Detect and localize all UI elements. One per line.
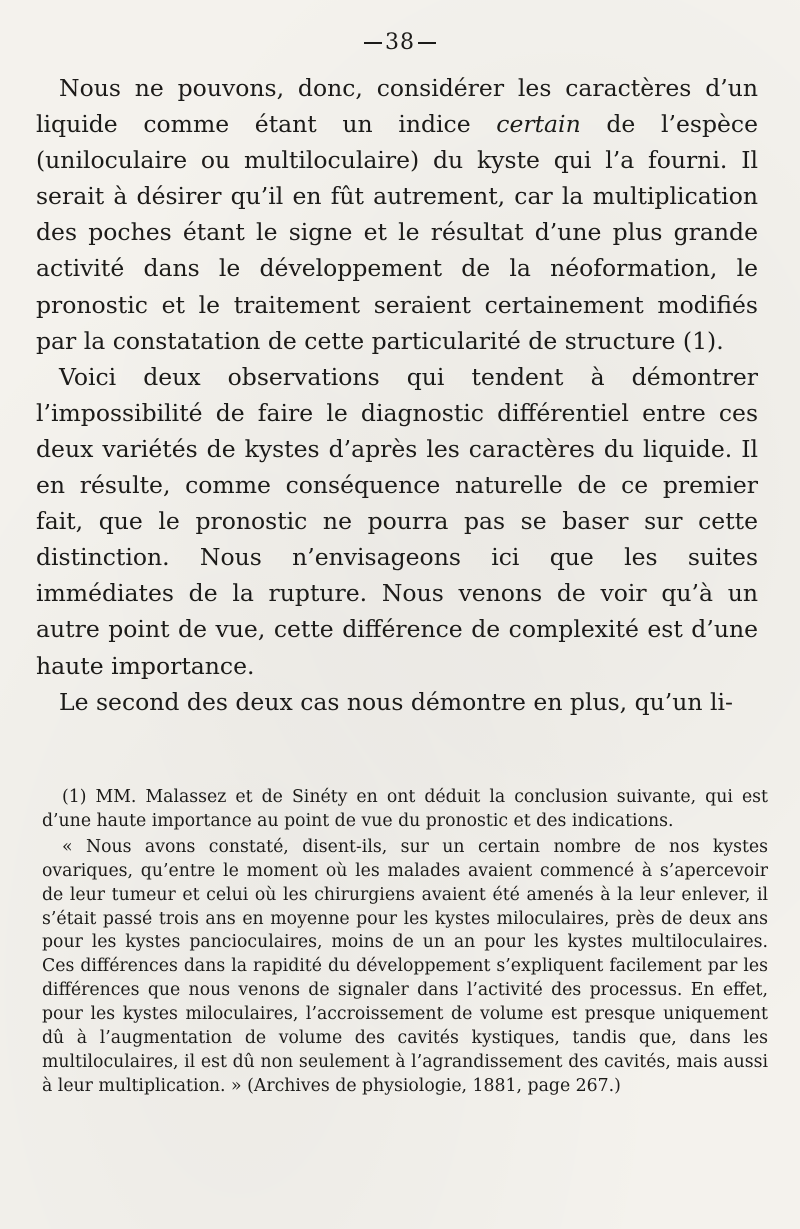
body-text <box>36 70 758 720</box>
footnotes <box>42 786 768 1099</box>
emphasis-certain: certain <box>496 110 581 139</box>
page-number-value: 38 <box>385 30 415 55</box>
footnote-1: (1) MM. Malassez et de Sinéty en ont déduit la conclusion suivante, qui est d’une haute importance au point de vue du pronostic et des indications. <box>42 787 768 831</box>
paragraph-1-part-1: Nous ne pouvons, donc, considérer les caractères d’un liquide comme étant un indice <box>36 74 758 139</box>
footnote-quote: « Nous avons constaté, disent-ils, sur un certain nombre de nos kystes ovariques, qu’entre le moment où les malades avaient commencé à s’apercevoir de leur tumeur et celui où les chirurgiens avaient été amenés à la leur enlever, il s’était passé trois ans en moyenne pour les kystes miloculaires, près de deux ans pour les kystes pancioculaires, moins de un an pour les kystes multiloculaires. Ces différences dans la rapidité du développement s’expliquent facilement par les différences que nous venons de signaler dans l’activité des processus. En effet, pour les kystes miloculaires, l’accroissement de volume est presque uniquement dû à l’augmentation de volume des cavités kystiques, tandis que, dans les multiloculaires, il est dû non seulement à l’agrandissement des cavités, mais aussi à leur multiplication. » (Archives de physiologie, 1881, page 267.) <box>42 836 768 1096</box>
page-number-dash-right <box>418 42 436 44</box>
paragraph-1 <box>36 70 758 359</box>
paragraph-3: Le second des deux cas nous démontre en plus, qu’un li- <box>59 687 733 716</box>
page-number-dash-left <box>364 42 382 44</box>
paragraph-2: Voici deux observations qui tendent à démontrer l’impossibilité de faire le diagnostic différentiel entre ces deux variétés de kystes d’après les caractères du liquide. Il en résulte, comme conséquence naturelle de ce premier fait, que le pronostic ne pourra pas se baser sur cette distinction. Nous n’envisageons ici que les suites immédiates de la rupture. Nous venons de voir qu’à un autre point de vue, cette différence de complexité est d’une haute importance. <box>36 362 758 680</box>
paragraph-1-part-2: de l’espèce (uniloculaire ou multiloculaire) du kyste qui l’a fourni. Il serait à désirer qu’il en fût autrement, car la multiplication des poches étant le signe et le résultat d’une plus grande activité dans le développement de la néoformation, le pronostic et le traitement seraient certainement modifiés par la constatation de cette particularité de structure (1). <box>36 110 758 355</box>
page-number <box>0 30 800 55</box>
